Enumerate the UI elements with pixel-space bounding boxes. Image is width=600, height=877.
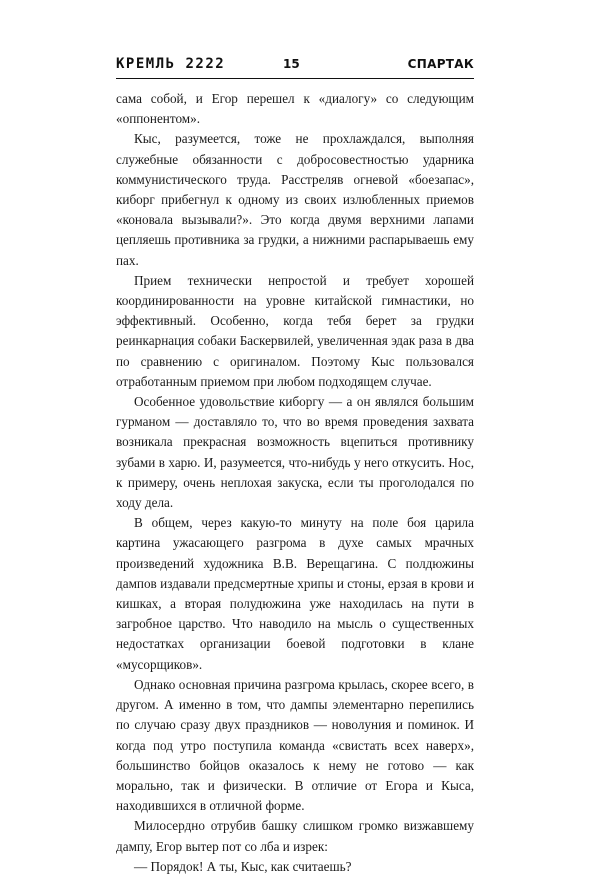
header-rule: [116, 78, 474, 79]
series-title: КРЕМЛЬ 2222: [116, 56, 226, 72]
paragraph: В общем, через какую-то минуту на поле боя царила картина ужасающего разгрома в духе самых мрачных произведений художника В.В. Верещагина. С полдюжины дампов издавали предсмертные хрипы и стоны, ерзая в крови и кишках, а вторая полудюжина уже находилась на пути в загробное царство. Что наводило на мысль о существенных недостатках организации боевой подготовки в клане «мусорщиков».: [116, 515, 474, 672]
running-header: [116, 50, 474, 78]
paragraph: Кыс, разумеется, тоже не прохлаждался, выполняя служебные обязанности с добросовестностью ударника коммунистического труда. Расстреляв огневой «боезапас», киборг прибегнул к одному из своих излюбленных приемов «коновала вызывали?». Это когда двумя верхними лапами цепляешь противника за грудки, а нижними распарываешь ему пах.: [116, 131, 474, 268]
paragraph: — Порядок! А ты, Кыс, как считаешь?: [134, 858, 352, 874]
paragraph: сама собой, и Егор перешел к «диалогу» со следующим «оппонентом».: [116, 91, 474, 127]
paragraph: Прием технически непростой и требует хорошей координированности на уровне китайской гимнастики, но эффективный. Особенно, когда тебя берет за грудки реинкарнация собаки Баскервилей, увеличенная эдак раза в два по сравнению с оригиналом. Поэтому Кыс пользовался отработанным приемом при любом подходящем случае.: [116, 272, 474, 389]
paragraph: Однако основная причина разгрома крылась, скорее всего, в другом. А именно в том, что дампы элементарно перепились по случаю сразу двух праздников — новолуния и поминок. И когда под утро поступила команда «свистать всех наверх», большинство бойцов оказалось к нему не готово — как морально, так и физически. В отличие от Егора и Кыса, находившихся в отличной форме.: [116, 676, 474, 814]
chapter-title: СПАРТАК: [407, 57, 474, 71]
page-number: 15: [283, 57, 300, 71]
paragraph: Милосердно отрубив башку слишком громко визжавшему дампу, Егор вытер пот со лба и изрек:: [116, 818, 474, 854]
body-text: [116, 89, 474, 877]
paragraph: Особенное удовольствие киборгу — а он являлся большим гурманом — доставляло то, что во время проведения захвата возникала прекрасная возможность вцепиться противнику зубами в харю. И, разумеется, что-нибудь у него откусить. Нос, к примеру, очень неплохая закуска, если ты проголодался по ходу дела.: [116, 394, 474, 511]
